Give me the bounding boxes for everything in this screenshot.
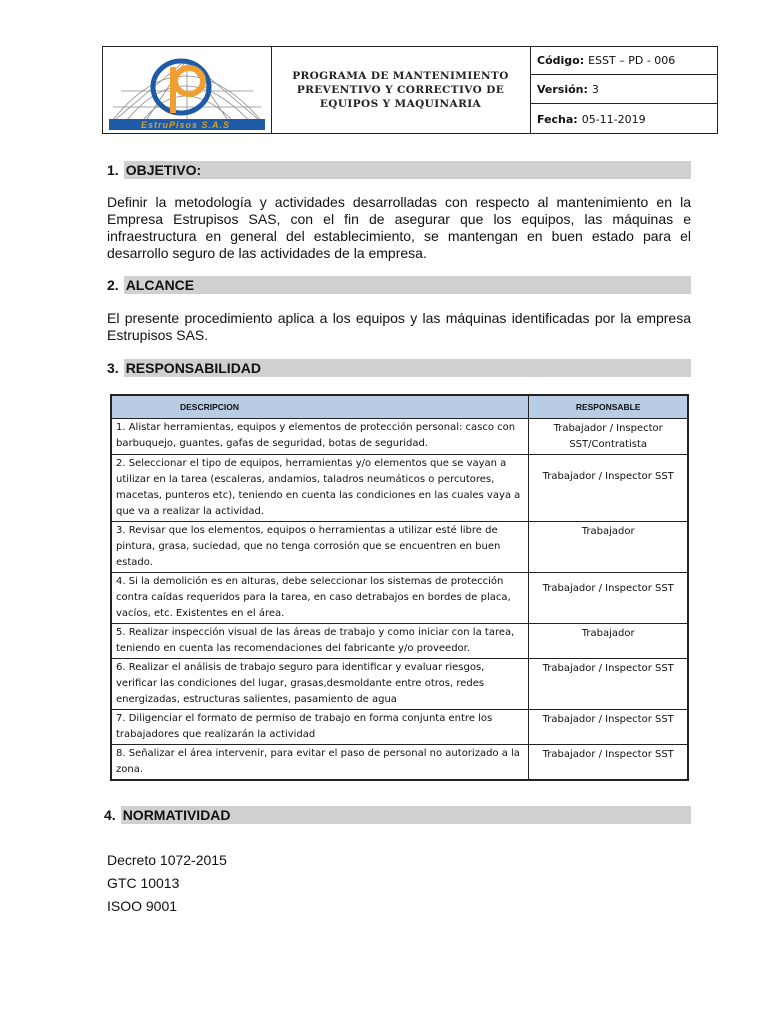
section-title: RESPONSABILIDAD <box>124 359 691 377</box>
section-title: ALCANCE <box>124 276 691 294</box>
version-label: Versión: <box>537 83 588 96</box>
fecha-cell <box>531 105 717 133</box>
section-alcance-heading <box>107 276 691 294</box>
table-row <box>111 745 688 781</box>
row-description: 7. Diligenciar el formato de permiso de trabajo en forma conjunta entre los trabajadores que realizarán la actividad <box>111 710 529 745</box>
company-logo <box>103 47 272 133</box>
row-description: 2. Seleccionar el tipo de equipos, herramientas y/o elementos que se vayan a utilizar en la tarea (escaleras, andamios, taladros neumáticos o percutores, macetas, punteros etc), teniendo en cuenta las condiciones en las cuales vaya a que va a realizar la actividad. <box>111 455 529 522</box>
section-objetivo-heading <box>107 161 691 179</box>
objetivo-text: Definir la metodología y actividades desarrolladas con respecto al mantenimiento en la Empresa Estrupisos SAS, con el fin de asegurar que los equipos, las máquinas e infraestructura en general del establecimiento, se mantengan en buen estado para el desarrollo seguro de las actividades de la empresa. <box>107 194 691 261</box>
codigo-value: ESST – PD - 006 <box>588 54 676 67</box>
section-number: 3. <box>107 360 119 376</box>
row-description: 5. Realizar inspección visual de las áreas de trabajo y como iniciar con la tarea, teniendo en cuenta las recomendaciones del fabricante y/o proveedor. <box>111 624 529 659</box>
fecha-value: 05-11-2019 <box>581 112 646 126</box>
list-item: Decreto 1072-2015 <box>107 852 227 868</box>
table-header-row <box>111 395 688 419</box>
table-row <box>111 455 688 522</box>
alcance-text: El presente procedimiento aplica a los equipos y las máquinas identificadas por la empresa Estrupisos SAS. <box>107 310 691 343</box>
version-cell <box>531 76 717 104</box>
section-number: 2. <box>107 277 119 293</box>
responsibility-table <box>110 394 689 781</box>
version-value: 3 <box>591 83 599 96</box>
row-responsible: Trabajador / Inspector SST <box>529 710 688 745</box>
row-responsible: Trabajador / Inspector SST <box>529 659 688 710</box>
logo-text: EstruPisos S.A.S <box>141 120 231 130</box>
row-responsible: Trabajador <box>529 522 688 573</box>
title-line-1: PROGRAMA DE MANTENIMIENTO <box>292 70 509 82</box>
row-description: 1. Alistar herramientas, equipos y elementos de protección personal: casco con barbuquejo, guantes, gafas de seguridad, botas de seguridad. <box>111 419 529 455</box>
section-title: OBJETIVO: <box>124 161 691 179</box>
table-row <box>111 573 688 624</box>
codigo-label: Código: <box>537 54 585 67</box>
row-responsible: Trabajador / Inspector SST <box>529 455 688 522</box>
table-row <box>111 522 688 573</box>
row-responsible: Trabajador / Inspector SST <box>529 745 688 781</box>
section-number: 1. <box>107 162 119 178</box>
list-item: GTC 10013 <box>107 875 180 891</box>
table-row <box>111 419 688 455</box>
table-row <box>111 659 688 710</box>
column-header-responsable: RESPONSABLE <box>529 395 688 419</box>
section-responsabilidad-heading <box>107 359 691 377</box>
table-row <box>111 624 688 659</box>
section-title: NORMATIVIDAD <box>121 806 691 824</box>
table-row <box>111 710 688 745</box>
section-number: 4. <box>104 807 116 823</box>
codigo-cell <box>531 47 717 75</box>
document-header <box>102 46 718 134</box>
row-responsible: Trabajador / Inspector SST <box>529 573 688 624</box>
row-responsible: Trabajador / Inspector SST/Contratista <box>529 419 688 455</box>
row-description: 8. Señalizar el área intervenir, para evitar el paso de personal no autorizado a la zona. <box>111 745 529 781</box>
section-normatividad-heading <box>104 806 691 824</box>
column-header-descripcion: DESCRIPCION <box>111 395 529 419</box>
list-item: ISOO 9001 <box>107 898 178 914</box>
title-line-3: EQUIPOS Y MAQUINARIA <box>319 98 482 110</box>
normatividad-list <box>107 849 227 918</box>
row-responsible: Trabajador <box>529 624 688 659</box>
title-line-2: PREVENTIVO Y CORRECTIVO DE <box>296 84 505 96</box>
row-description: 6. Realizar el análisis de trabajo seguro para identificar y evaluar riesgos, verificar las condiciones del lugar, grasas,desmoldante entre otros, redes energizadas, estructuras salientes, pasamiento de agua <box>111 659 529 710</box>
row-description: 4. Si la demolición es en alturas, debe seleccionar los sistemas de protección contra caídas requeridos para la tarea, en caso detrabajos en bordes de placa, vacíos, etc. Existentes en el área. <box>111 573 529 624</box>
fecha-label: Fecha: <box>537 112 578 126</box>
document-title <box>271 47 531 133</box>
row-description: 3. Revisar que los elementos, equipos o herramientas a utilizar esté libre de pintura, grasa, suciedad, que no tenga corrosión que se encuentren en buen estado. <box>111 522 529 573</box>
